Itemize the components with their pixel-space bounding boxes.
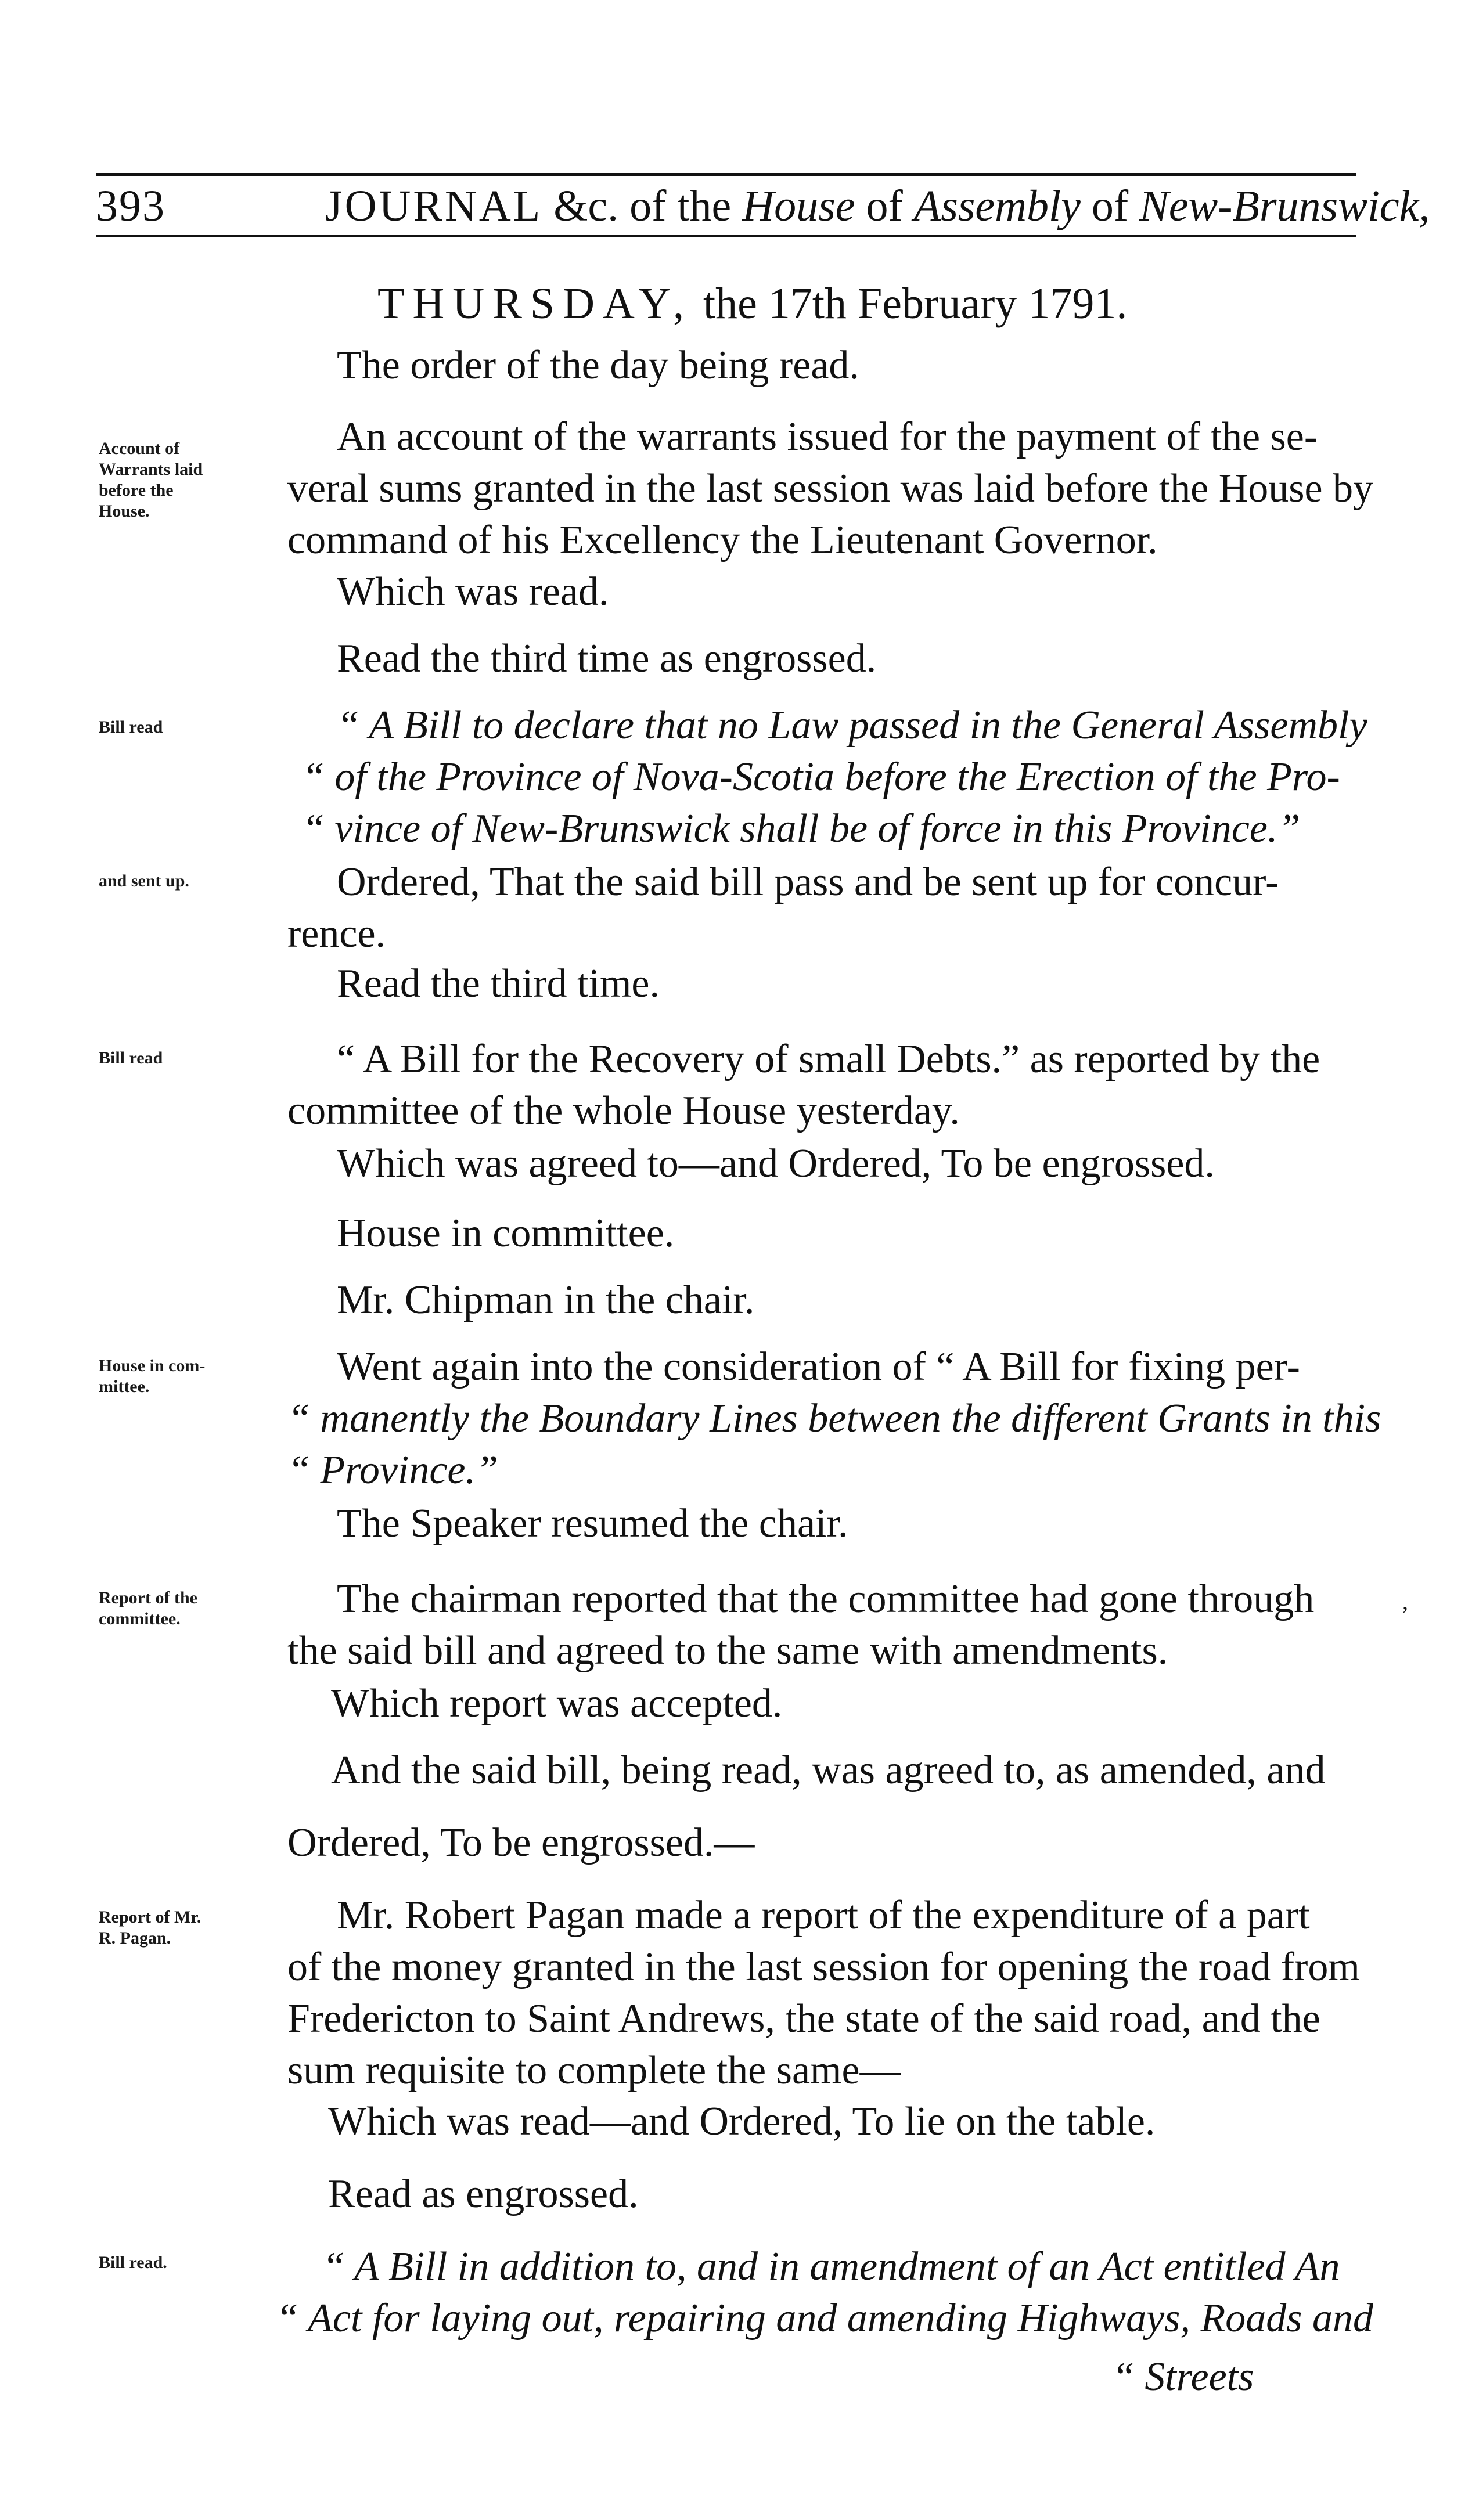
- page-number: 393: [96, 182, 165, 230]
- text-line: “ manently the Boundary Lines between the different Grants in this: [287, 1396, 1381, 1441]
- text-line: Which was agreed to—and Ordered, To be engrossed.: [337, 1141, 1215, 1186]
- margin-line: Account of: [99, 439, 180, 458]
- margin-line: Report of Mr.: [99, 1908, 201, 1927]
- paragraph: [331, 1744, 1326, 1796]
- text-line: sum requisite to complete the same—: [287, 2048, 901, 2093]
- paragraph: [287, 1033, 1320, 1137]
- text-line: “ Streets: [1112, 2355, 1254, 2399]
- paragraph: [287, 411, 1373, 566]
- text-line: Went again into the consideration of “ A Bill for fixing per-: [337, 1344, 1300, 1389]
- stray-mark: ,: [1402, 1588, 1408, 1614]
- margin-line: R. Pagan.: [99, 1928, 171, 1948]
- text-line: committee of the whole House yesterday.: [287, 1088, 960, 1133]
- text-line: “ Province.”: [287, 1448, 498, 1492]
- dateline-rest: the 17th February 1791.: [703, 279, 1128, 328]
- paragraph: [337, 1138, 1215, 1189]
- paragraph: [287, 1817, 754, 1869]
- text-line: Which was read.: [337, 569, 609, 614]
- paragraph: [337, 958, 660, 1010]
- marginal-note: [99, 1048, 290, 1069]
- paragraph: [331, 1678, 782, 1729]
- catchword: [1112, 2351, 1254, 2403]
- paragraph: [328, 2096, 1155, 2147]
- marginal-note: [99, 1588, 290, 1629]
- marginal-note: [99, 438, 290, 522]
- text-line: Ordered, That the said bill pass and be sent up for concur-: [337, 860, 1279, 904]
- text-line: veral sums granted in the last session was laid before the House by: [287, 466, 1374, 511]
- text-line: And the said bill, being read, was agreed to, as amended, and: [331, 1748, 1326, 1793]
- text-line: the said bill and agreed to the same with amendments.: [287, 1628, 1168, 1673]
- text-line: “ vince of New-Brunswick shall be of force in this Province.”: [302, 806, 1301, 851]
- margin-line: House in com-: [99, 1356, 206, 1375]
- text-line: Read as engrossed.: [328, 2172, 639, 2216]
- header-rule-bottom: [96, 235, 1356, 237]
- paragraph: [287, 1341, 1381, 1496]
- margin-line: committee.: [99, 1609, 181, 1628]
- marginal-note: [99, 871, 290, 892]
- paragraph: [287, 1890, 1360, 2096]
- marginal-note: [99, 2252, 290, 2273]
- margin-line: Bill read.: [99, 2253, 167, 2272]
- paragraph: [287, 856, 1279, 960]
- text-line: Read the third time.: [337, 961, 660, 1006]
- paragraph: [337, 633, 876, 684]
- text-line: command of his Excellency the Lieutenant Governor.: [287, 518, 1158, 563]
- text-line: The chairman reported that the committee had gone through: [337, 1577, 1315, 1621]
- margin-line: House.: [99, 502, 150, 521]
- margin-line: before the: [99, 481, 174, 500]
- page-header: [96, 174, 1430, 238]
- marginal-note: [99, 1907, 290, 1949]
- text-line: Read the third time as engrossed.: [337, 636, 877, 681]
- paragraph: [337, 1207, 674, 1259]
- text-line: of the money granted in the last session for opening the road from: [287, 1945, 1360, 1989]
- running-head: JOURNAL &c. of the House of Assembly of New-Brunswick,: [325, 182, 1430, 230]
- paragraph-bill-title: [302, 700, 1367, 855]
- text-line: Which was read—and Ordered, To lie on the table.: [328, 2099, 1156, 2144]
- text-line: House in committee.: [337, 1211, 675, 1256]
- paragraph: [337, 1498, 848, 1549]
- paragraph: [337, 340, 859, 391]
- text-line: The Speaker resumed the chair.: [337, 1501, 848, 1546]
- text-line: An account of the warrants issued for the payment of the se-: [337, 414, 1318, 459]
- text-line: Mr. Chipman in the chair.: [337, 1278, 755, 1322]
- text-line: The order of the day being read.: [337, 343, 859, 388]
- paragraph: [328, 2168, 639, 2220]
- dateline: [377, 279, 1127, 329]
- margin-line: and sent up.: [99, 871, 189, 891]
- margin-line: Bill read: [99, 718, 163, 737]
- text-line: “ A Bill for the Recovery of small Debts.” as reported by the: [337, 1037, 1320, 1081]
- paragraph-bill-title: [276, 2241, 1373, 2344]
- marginal-note: [99, 1355, 290, 1397]
- text-line: rence.: [287, 911, 386, 956]
- dateline-day: THURSDAY,: [377, 279, 693, 328]
- paragraph: [337, 1274, 754, 1326]
- text-line: Which report was accepted.: [331, 1681, 783, 1726]
- margin-line: Report of the: [99, 1588, 197, 1607]
- text-line: “ of the Province of Nova-Scotia before the Erection of the Pro-: [302, 755, 1340, 799]
- margin-line: Bill read: [99, 1048, 163, 1068]
- text-line: “ A Bill in addition to, and in amendment of an Act entitled An: [322, 2244, 1340, 2289]
- text-line: “ Act for laying out, repairing and amending Highways, Roads and: [276, 2296, 1373, 2341]
- text-line: Fredericton to Saint Andrews, the state of the said road, and the: [287, 1996, 1320, 2041]
- text-line: Mr. Robert Pagan made a report of the expenditure of a part: [337, 1893, 1310, 1938]
- text-line: “ A Bill to declare that no Law passed in the General Assembly: [337, 703, 1367, 748]
- paragraph: [287, 1573, 1314, 1677]
- marginal-note: [99, 717, 290, 738]
- margin-line: mittee.: [99, 1377, 150, 1396]
- text-line: Ordered, To be engrossed.—: [287, 1820, 755, 1865]
- paragraph: [337, 566, 609, 618]
- margin-line: Warrants laid: [99, 460, 203, 479]
